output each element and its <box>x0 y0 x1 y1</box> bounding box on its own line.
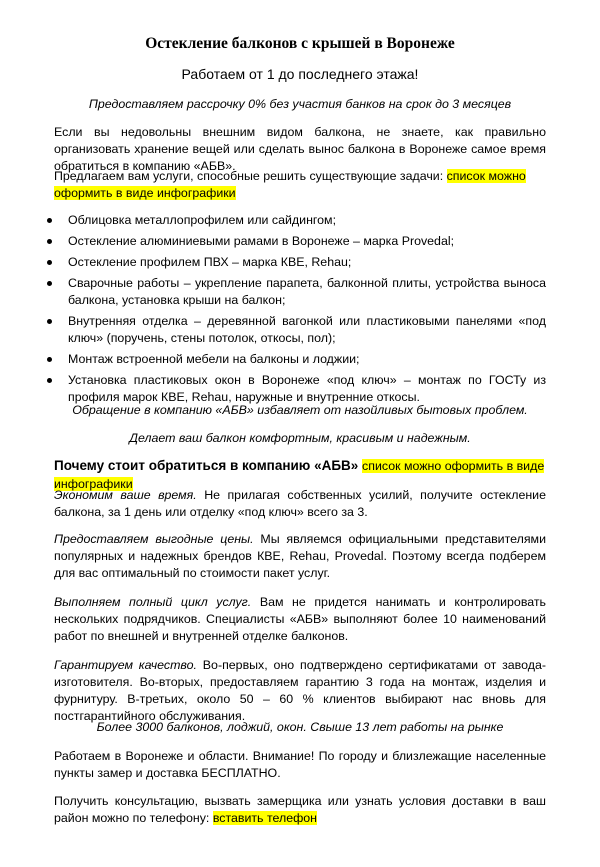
reason-paragraph <box>54 594 546 645</box>
reason-lead: Предоставляем выгодные цены. <box>54 532 254 546</box>
reason-lead: Выполняем полный цикл услуг. <box>54 595 252 609</box>
services-list <box>54 212 546 410</box>
page-title: Остекление балконов с крышей в Воронеже <box>145 35 455 52</box>
list-item: Сварочные работы – укрепление парапета, балконной плиты, устройства выноса балкона, установка крыши на балкон; <box>54 275 546 309</box>
region-paragraph: Работаем в Воронеже и области. Внимание! По городу и близлежащие населенные пункты замер и доставка БЕСПЛАТНО. <box>54 749 546 780</box>
list-item: Остекление алюминиевыми рамами в Воронеже – марка Provedal; <box>54 233 546 250</box>
intro-paragraph: Если вы недовольны внешним видом балкона, не знаете, как правильно организовать хранение вещей или сделать вынос балкона в Воронеже самое время обратиться в компанию «АБВ». <box>54 125 546 173</box>
list-item: Остекление профилем ПВХ – марка КВЕ, Rehau; <box>54 254 546 271</box>
bullet-icon <box>47 239 52 244</box>
reason-text: Не прилагая собственных усилий, получите остекление балкона, за 1 день или отделку «под ключ» всего за 3. <box>54 488 546 519</box>
bullet-icon <box>47 357 52 362</box>
experience-line: Более 3000 балконов, лоджий, окон. Свыше 13 лет работы на рынке <box>96 720 504 734</box>
phone-placeholder: вставить телефон <box>212 811 318 825</box>
slogan-1: Обращение в компанию «АБВ» избавляет от назойливых бытовых проблем. <box>72 403 528 417</box>
reason-text: Вам не придется нанимать и контролировать нескольких подрядчиков. Специалисты «АБВ» выполняют более 10 наименований работ по внешней и внутренней отделке балконов. <box>54 595 547 643</box>
reason-paragraph <box>54 487 546 521</box>
contact-text: Получить консультацию, вызвать замерщика или узнать условия доставки в ваш район можно по телефону: <box>54 794 546 825</box>
offer-text: Предлагаем вам услуги, способные решить существующие задачи: <box>54 169 447 183</box>
bullet-icon <box>47 281 52 286</box>
bullet-icon <box>47 378 52 383</box>
list-item: Облицовка металлопрофилем или сайдингом; <box>54 212 546 229</box>
page-subtitle: Работаем от 1 до последнего этажа! <box>181 66 419 82</box>
offer-highlight-note: список можно оформить в виде инфографики <box>54 169 526 200</box>
bullet-icon <box>47 260 52 265</box>
contact-paragraph <box>54 793 546 827</box>
reason-lead: Экономим ваше время. <box>54 488 197 502</box>
offer-paragraph <box>54 168 546 202</box>
why-highlight-note: список можно оформить в виде инфографики <box>54 459 545 491</box>
reason-text: Мы являемся официальными представителями популярных и надежных брендов КВЕ, Rehau, Provedal. Поэтому всегда подберем для вас оптимальный по стоимости пакет услуг. <box>54 532 546 580</box>
reason-paragraph <box>54 531 546 582</box>
reason-text: Во-первых, оно подтверждено сертификатами от завода-изготовителя. Во-вторых, предоставляем гарантию 3 года на монтаж, изделия и фурнитуру. В-третьих, около 50 – 60 % клиентов выбирают нас вновь для постгарантийного обслуживания. <box>54 658 546 723</box>
bullet-icon <box>47 319 52 324</box>
list-item: Внутренняя отделка – деревянной вагонкой или пластиковыми панелями «под ключ» (поручень, стены потолок, откосы, пол); <box>54 313 546 347</box>
reason-paragraph <box>54 657 546 725</box>
list-item: Установка пластиковых окон в Воронеже «под ключ» – монтаж по ГОСТу из профиля марок КВЕ, Rehau, наружные и внутренние откосы. <box>54 372 546 406</box>
installment-offer: Предоставляем рассрочку 0% без участия банков на срок до 3 месяцев <box>88 97 512 111</box>
bullet-icon <box>47 218 52 223</box>
reason-lead: Гарантируем качество. <box>54 658 197 672</box>
list-item: Монтаж встроенной мебели на балконы и лоджии; <box>54 351 546 368</box>
slogan-2: Делает ваш балкон комфортным, красивым и надежным. <box>129 431 471 445</box>
why-heading-text: Почему стоит обратиться в компанию «АБВ» <box>54 458 363 473</box>
